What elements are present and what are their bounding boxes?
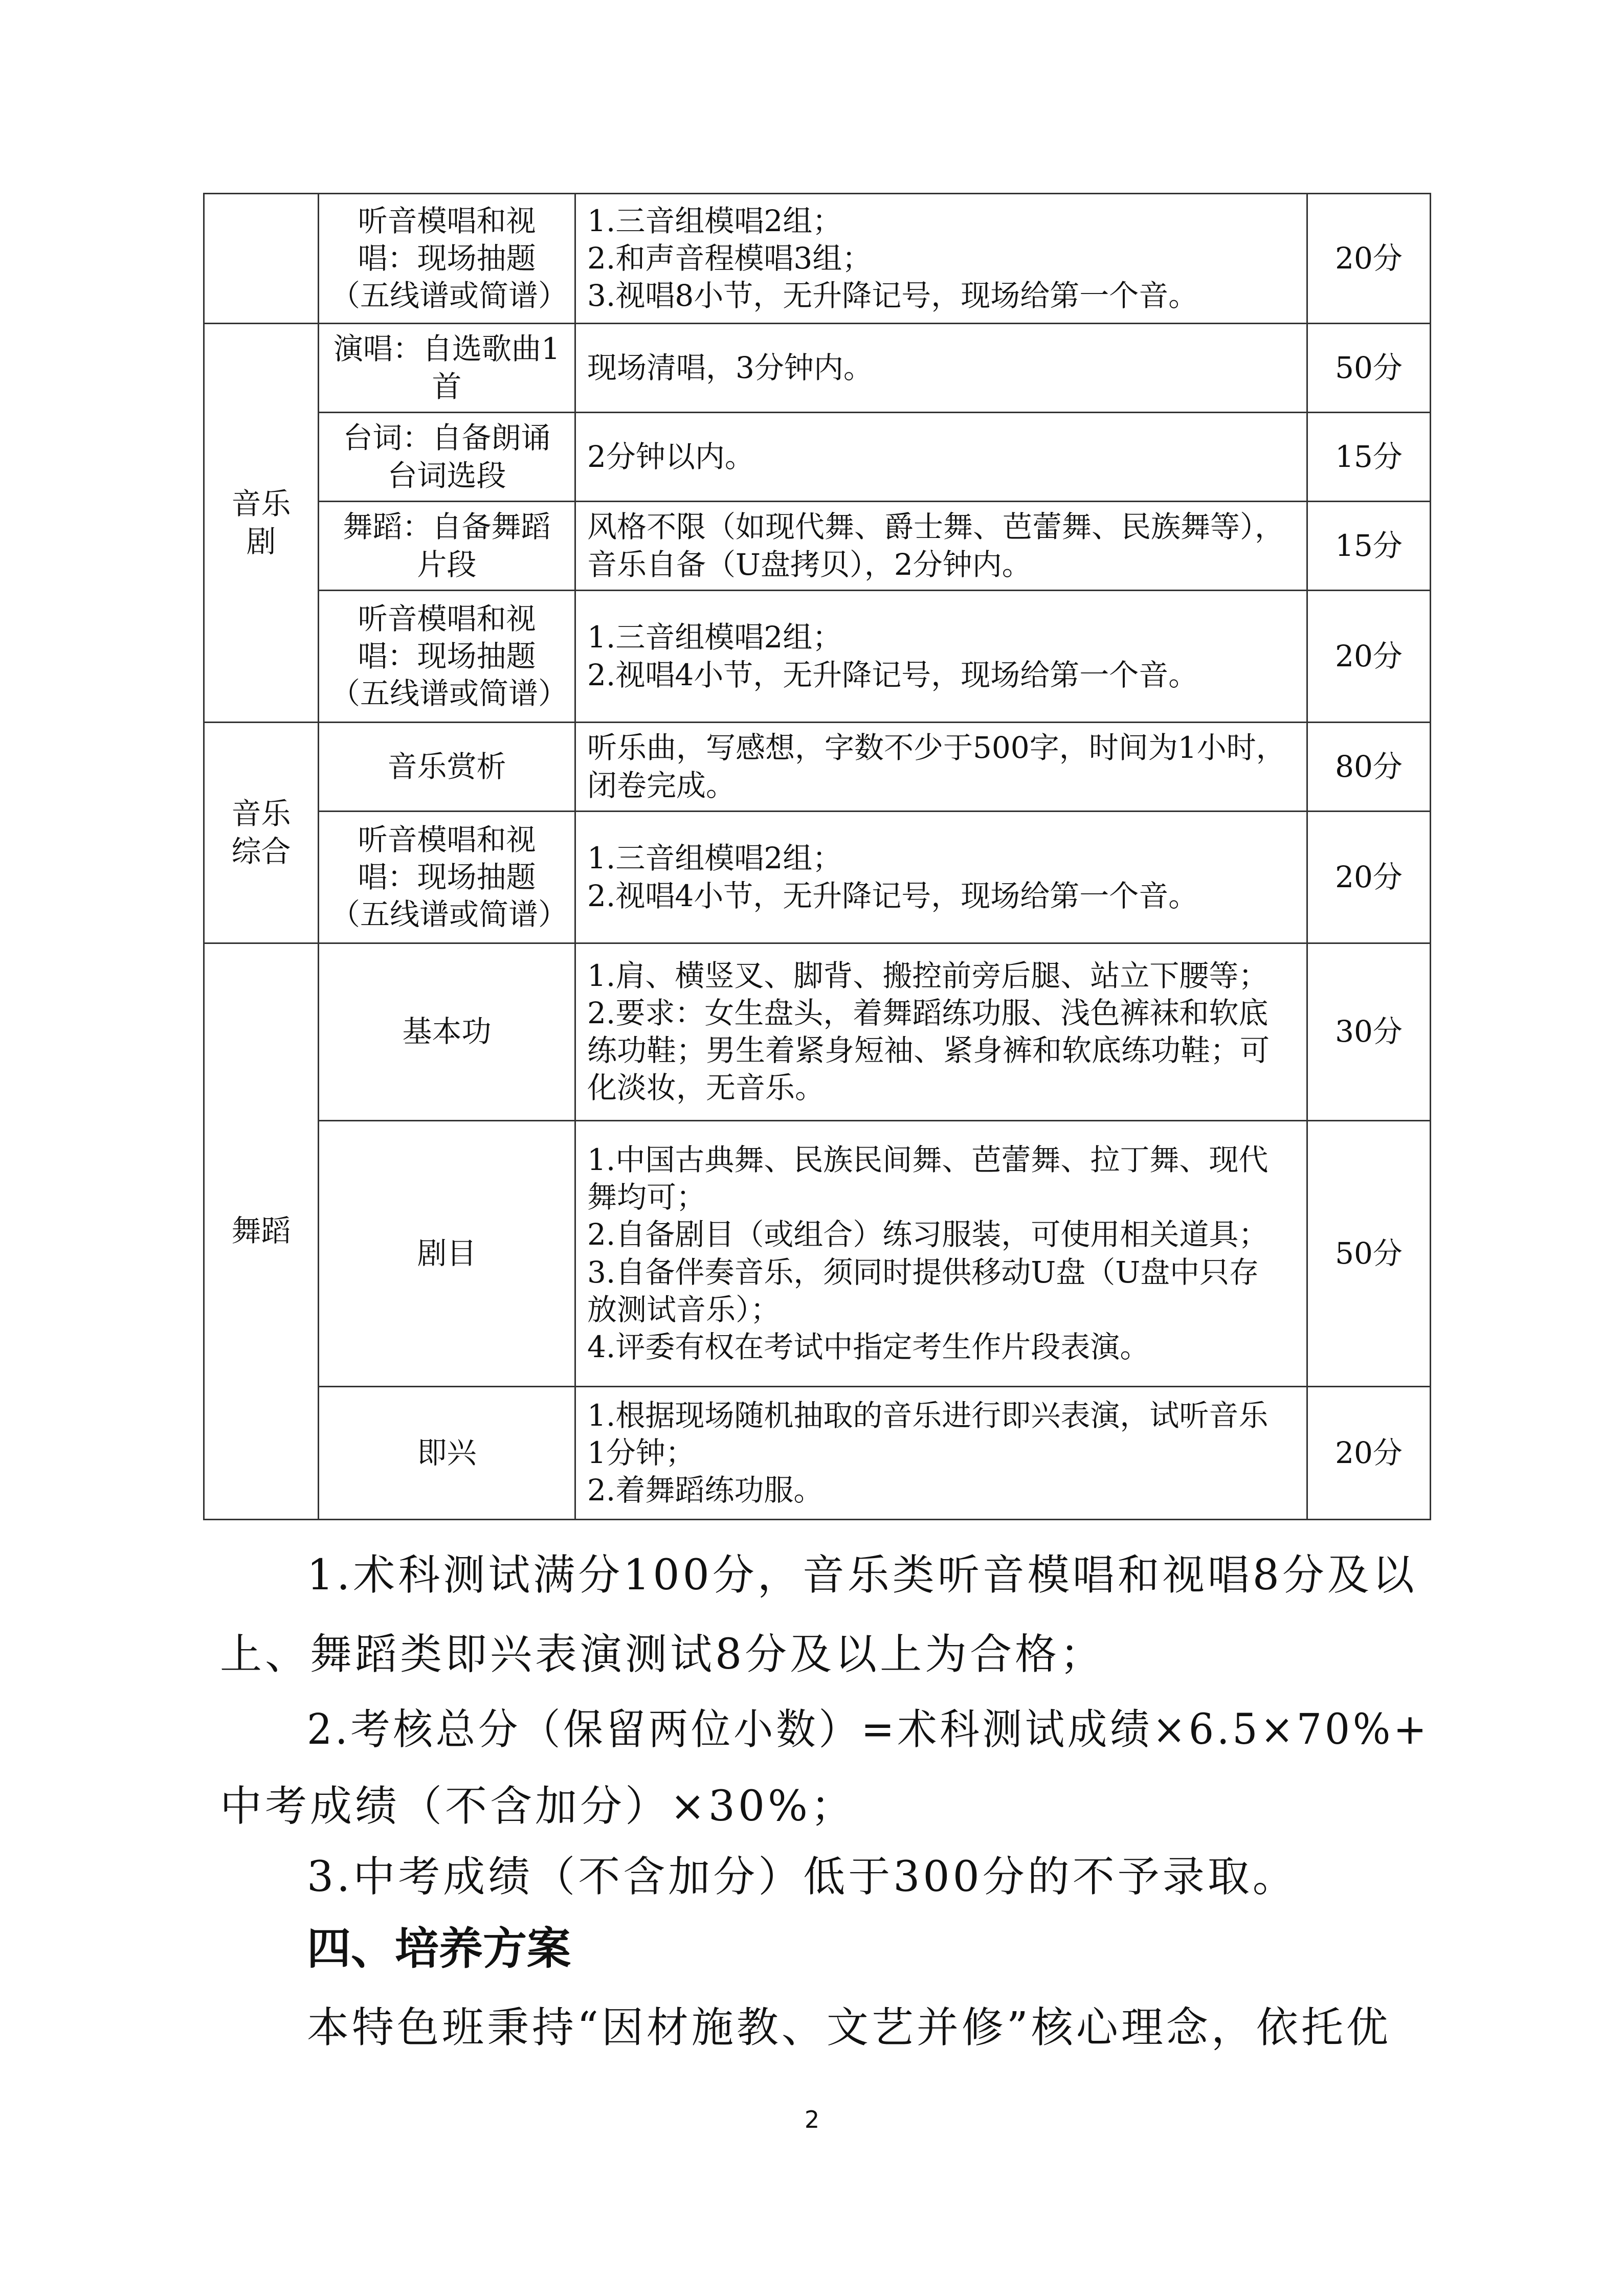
note-2-line-2: 中考成绩（不含加分）×30%； bbox=[220, 1782, 856, 1831]
exam-requirements-table bbox=[203, 193, 1431, 1520]
requirements-cell bbox=[575, 324, 1307, 413]
requirement-line: 3.自备伴奏音乐，须同时提供移动U盘（U盘中只存 bbox=[587, 1254, 1259, 1290]
table-row bbox=[204, 194, 1431, 324]
requirement-line: 2.和声音程模唱3组； bbox=[587, 240, 872, 276]
test-item-cell: 台词：自备朗诵台词选段 bbox=[319, 413, 575, 502]
requirement-line: 舞均可； bbox=[587, 1180, 706, 1215]
score-cell: 50分 bbox=[1307, 324, 1431, 413]
category-cell: 舞蹈 bbox=[204, 943, 319, 1520]
page-number: 2 bbox=[804, 2106, 820, 2133]
category-cell: 音乐剧 bbox=[204, 324, 319, 723]
requirements-cell bbox=[575, 194, 1307, 324]
requirement-line: 2.视唱4小节，无升降记号，现场给第一个音。 bbox=[587, 657, 1198, 692]
requirements-cell bbox=[575, 502, 1307, 591]
note-2-line-1: 2.考核总分（保留两位小数）=术科测试成绩×6.5×70%+ bbox=[307, 1705, 1430, 1754]
test-item-cell: 听音模唱和视唱：现场抽题（五线谱或简谱） bbox=[319, 812, 575, 943]
score-cell: 15分 bbox=[1307, 502, 1431, 591]
requirement-line: 2分钟以内。 bbox=[587, 439, 754, 474]
section-heading: 四、培养方案 bbox=[307, 1923, 571, 1974]
requirement-line: 1.三音组模唱2组； bbox=[587, 841, 842, 876]
requirement-line: 2.视唱4小节，无升降记号，现场给第一个音。 bbox=[587, 878, 1198, 913]
category-cell bbox=[204, 194, 319, 324]
table-row bbox=[204, 413, 1431, 502]
score-cell: 15分 bbox=[1307, 413, 1431, 502]
note-1-line-1: 1.术科测试满分100分，音乐类听音模唱和视唱8分及以 bbox=[307, 1551, 1417, 1600]
table-row bbox=[204, 591, 1431, 723]
table-row bbox=[204, 1121, 1431, 1387]
score-cell: 20分 bbox=[1307, 1387, 1431, 1520]
requirement-line: 4.评委有权在考试中指定考生作片段表演。 bbox=[587, 1329, 1150, 1364]
table-row bbox=[204, 812, 1431, 943]
test-item-cell: 演唱：自选歌曲1首 bbox=[319, 324, 575, 413]
requirement-line: 1.肩、横竖叉、脚背、搬控前旁后腿、站立下腰等； bbox=[587, 958, 1269, 993]
requirements-cell bbox=[575, 1387, 1307, 1520]
note-3: 3.中考成绩（不含加分）低于300分的不予录取。 bbox=[307, 1853, 1298, 1901]
score-cell: 30分 bbox=[1307, 943, 1431, 1121]
requirement-line: 1.根据现场随机抽取的音乐进行即兴表演，试听音乐 bbox=[587, 1398, 1269, 1433]
requirements-cell bbox=[575, 723, 1307, 812]
intro-paragraph-line: 本特色班秉持“因材施教、文艺并修”核心理念，依托优 bbox=[307, 2004, 1391, 2052]
note-1-line-2: 上、舞蹈类即兴表演测试8分及以上为合格； bbox=[220, 1630, 1105, 1679]
test-item-cell: 听音模唱和视唱：现场抽题（五线谱或简谱） bbox=[319, 194, 575, 324]
score-cell: 80分 bbox=[1307, 723, 1431, 812]
category-cell: 音乐综合 bbox=[204, 723, 319, 943]
requirement-line: 3.视唱8小节，无升降记号，现场给第一个音。 bbox=[587, 278, 1198, 313]
requirement-line: 风格不限（如现代舞、爵士舞、芭蕾舞、民族舞等）， bbox=[587, 509, 1285, 545]
table-row bbox=[204, 943, 1431, 1121]
test-item-cell: 听音模唱和视唱：现场抽题（五线谱或简谱） bbox=[319, 591, 575, 723]
requirements-cell bbox=[575, 413, 1307, 502]
requirement-line: 音乐自备（U盘拷贝），2分钟内。 bbox=[587, 547, 1032, 582]
requirements-cell bbox=[575, 943, 1307, 1121]
test-item-cell: 舞蹈：自备舞蹈片段 bbox=[319, 502, 575, 591]
requirement-line: 1.三音组模唱2组； bbox=[587, 203, 842, 238]
test-item-cell: 音乐赏析 bbox=[319, 723, 575, 812]
requirement-line: 闭卷完成。 bbox=[587, 768, 736, 803]
test-item-cell: 即兴 bbox=[319, 1387, 575, 1520]
table-row bbox=[204, 723, 1431, 812]
table-row bbox=[204, 1387, 1431, 1520]
requirement-line: 2.着舞蹈练功服。 bbox=[587, 1473, 824, 1508]
test-item-cell: 剧目 bbox=[319, 1121, 575, 1387]
requirements-cell bbox=[575, 1121, 1307, 1387]
score-cell: 50分 bbox=[1307, 1121, 1431, 1387]
requirement-line: 练功鞋；男生着紧身短袖、紧身裤和软底练功鞋；可 bbox=[587, 1033, 1270, 1068]
table-row bbox=[204, 502, 1431, 591]
requirement-line: 1.三音组模唱2组； bbox=[587, 620, 842, 655]
requirement-line: 听乐曲，写感想，字数不少于500字，时间为1小时， bbox=[587, 730, 1286, 766]
score-cell: 20分 bbox=[1307, 591, 1431, 723]
requirement-line: 化淡妆，无音乐。 bbox=[587, 1070, 825, 1106]
requirement-line: 2.自备剧目（或组合）练习服装，可使用相关道具； bbox=[587, 1217, 1269, 1252]
requirement-line: 1.中国古典舞、民族民间舞、芭蕾舞、拉丁舞、现代 bbox=[587, 1142, 1269, 1178]
table-row bbox=[204, 324, 1431, 413]
requirements-cell bbox=[575, 812, 1307, 943]
requirement-line: 2.要求：女生盘头，着舞蹈练功服、浅色裤袜和软底 bbox=[587, 995, 1269, 1030]
score-cell: 20分 bbox=[1307, 194, 1431, 324]
requirement-line: 1分钟； bbox=[587, 1435, 695, 1470]
test-item-cell: 基本功 bbox=[319, 943, 575, 1121]
requirements-cell bbox=[575, 591, 1307, 723]
requirement-line: 放测试音乐）； bbox=[587, 1292, 781, 1327]
requirement-line: 现场清唱，3分钟内。 bbox=[587, 350, 873, 385]
score-cell: 20分 bbox=[1307, 812, 1431, 943]
